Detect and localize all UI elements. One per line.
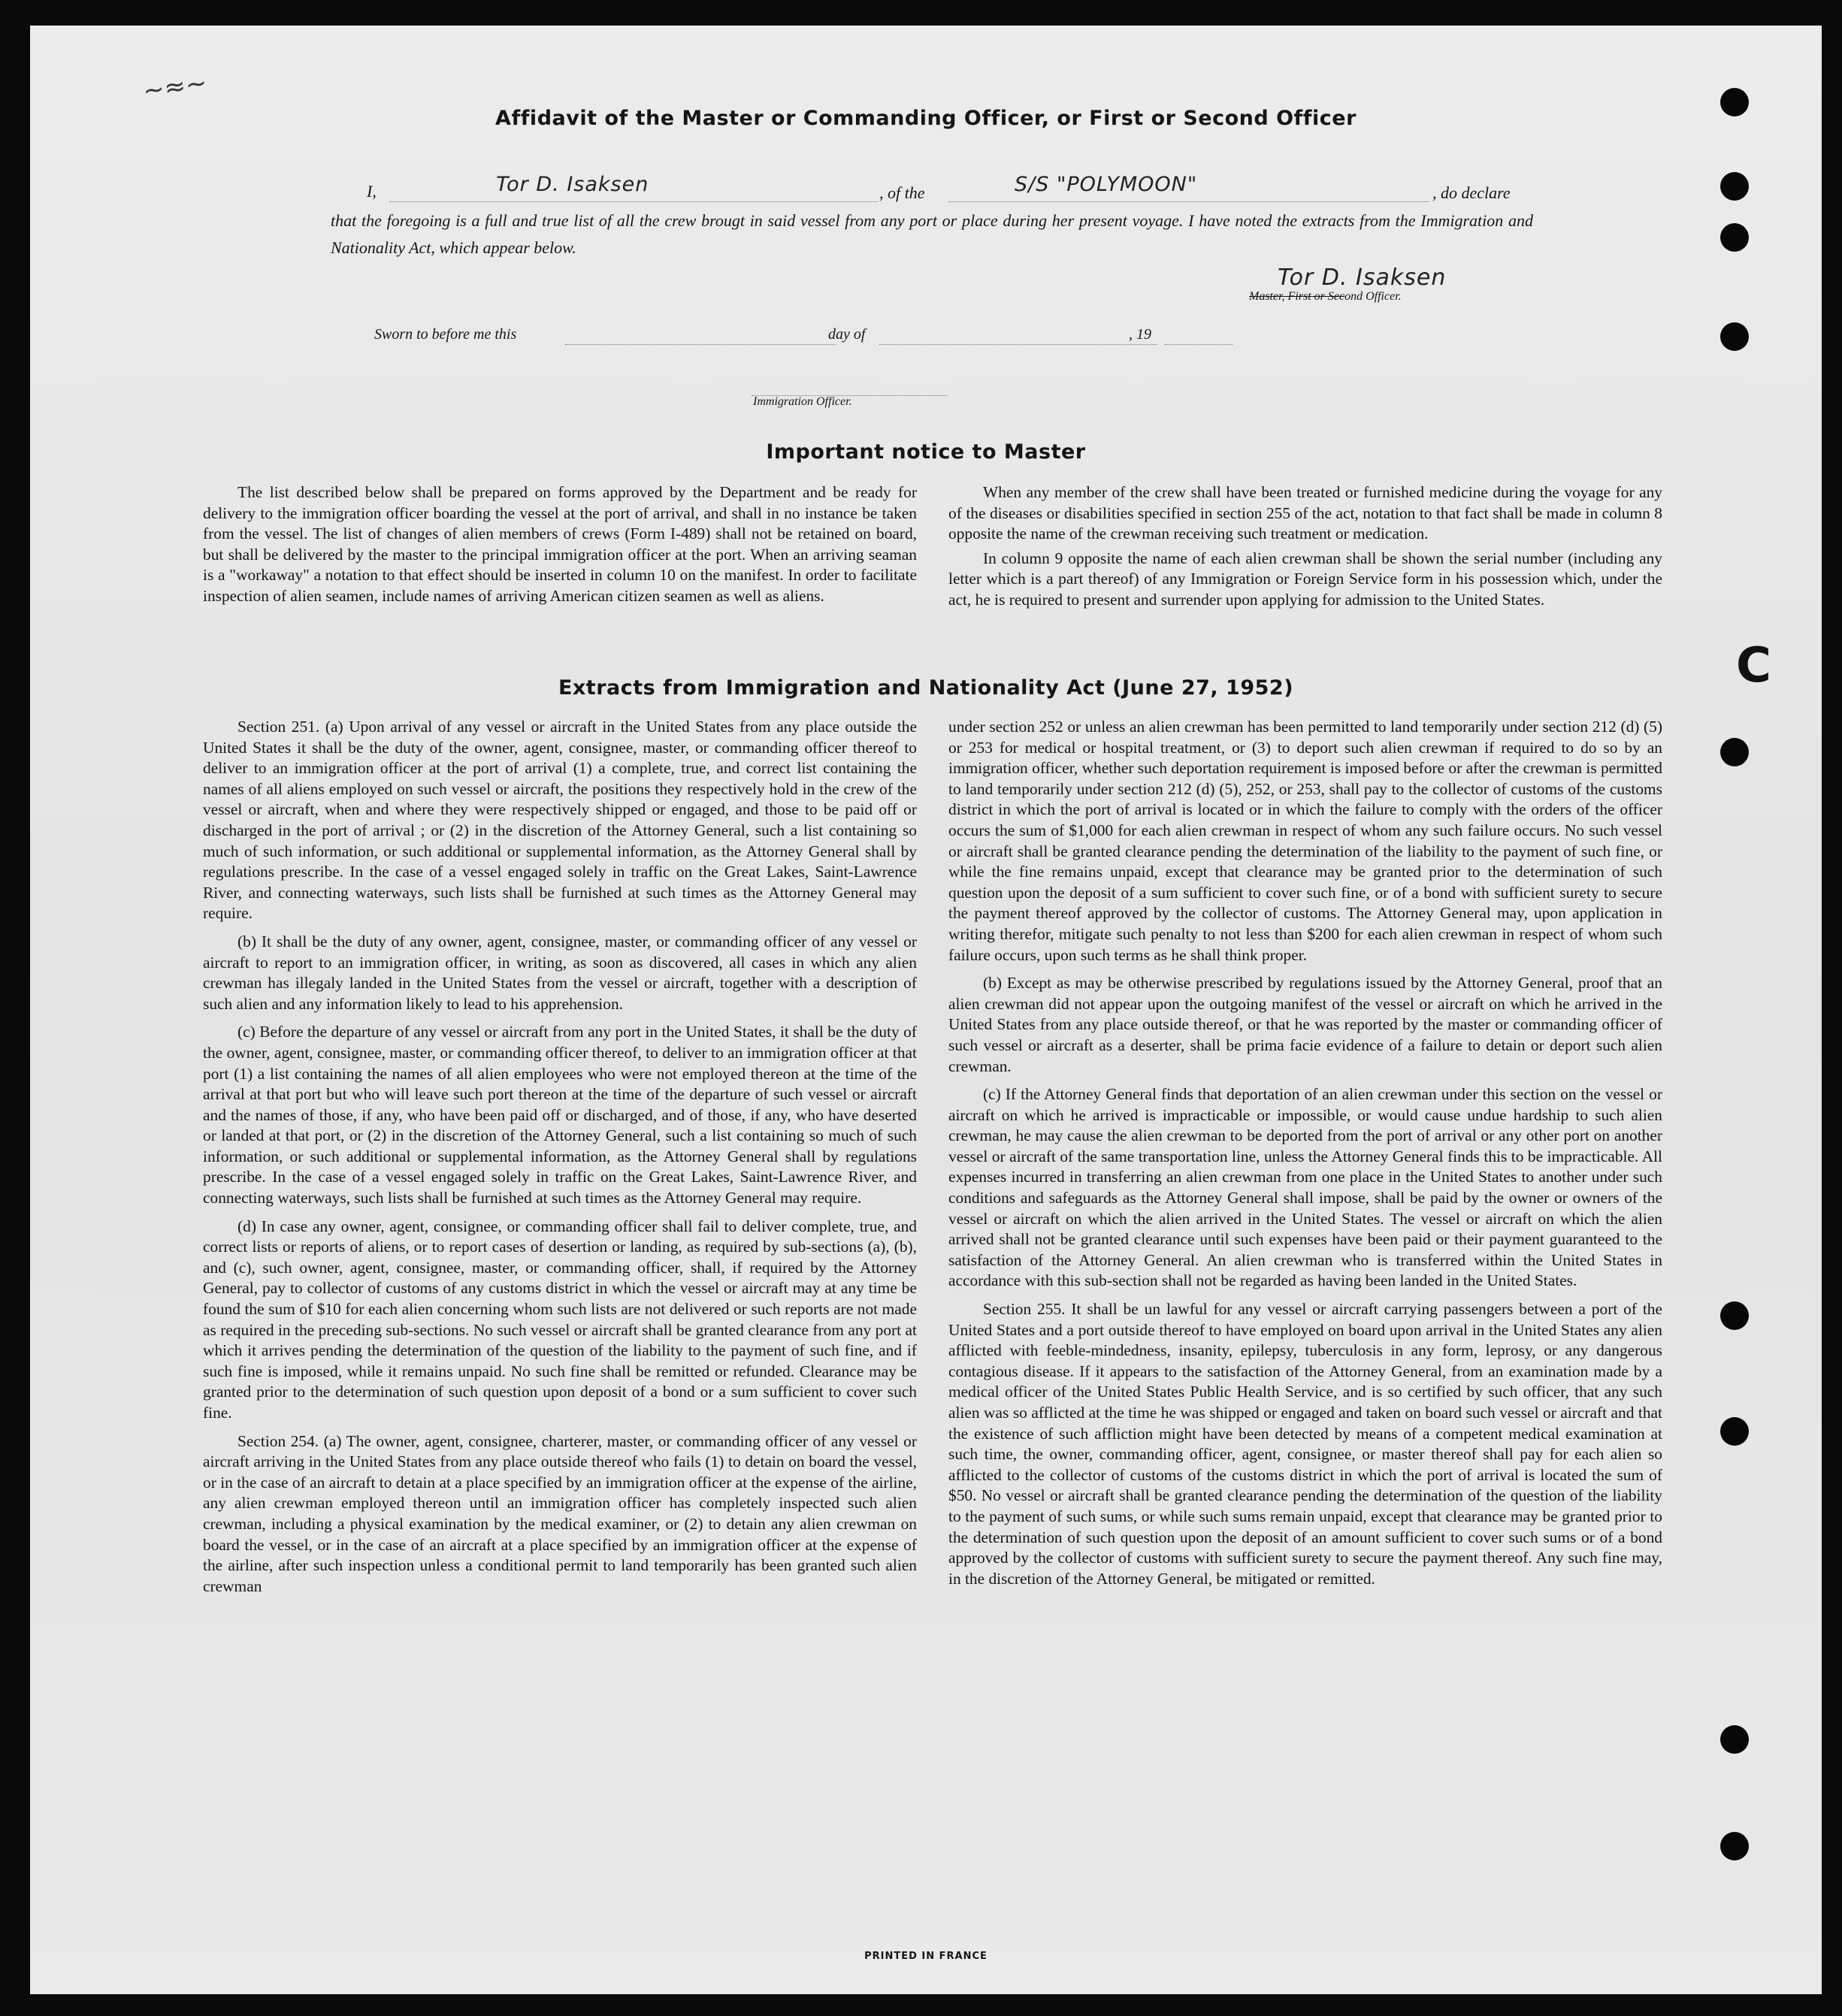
binder-hole [1720, 738, 1749, 766]
year-label: , 19 [1129, 326, 1151, 343]
section-255: Section 255. It shall be un lawful for any vessel or aircraft carrying passengers between a port of the United States and a port outside thereof to have employed on board upon arrival in the United States any alien afflicted with feeble-mindedness, insanity, epilepsy, tuberculosis in any form, leprosy, or any dangerous contagious disease. If it appears to the satisfaction of the Attorney General, from an examination made by a medical officer of the United States Public Health Service, and is so certified by such officer, that any such alien was so afflicted at the time he was shipped or engaged and taken on board such vessel or aircraft and that the existence of such affliction might have been detected by means of a competent medical examination at such time, the owner, commanding officer, agent, consignee, or master thereof shall pay for each alien so afflicted to the collector of customs of the customs district in which the port of arrival is located the sum of $50. No vessel or aircraft shall be granted clearance pending the determination of the question of the liability to the payment of such sums, or while such sums remain unpaid, except that clearance may be granted prior to the determination of such question upon the deposit of an amount sufficient to cover such sums or of a bond approved by the collector of customs with sufficient surety to secure the payment thereof. Any such fine may, in the discretion of the Attorney General, be mitigated or remitted. [948, 1300, 1662, 1588]
sworn-year-line [1165, 344, 1233, 345]
notice-right-paragraph-1: When any member of the crew shall have been treated or furnished medicine during the voyage for any of the diseases or disabilities specified in section 255 of the act, notation to that fact shall be made in column 8 opposite the name of the crewman receiving such treatment or medication. [948, 483, 1662, 543]
section-254-a: Section 254. (a) The owner, agent, consignee, charterer, master, or commanding officer of any vessel or aircraft arriving in the United States from any place outside thereof who fails (1) to detain on board the vessel, or in the case of an aircraft to detain at a place specified by an immigration officer at the expense of the airline, any alien crewman employed thereon until an immigration officer has completely inspected such alien crewman, including a physical examination by the medical examiner, or (2) to detain any alien crewman on board the vessel, or in the case of an aircraft at a place specified by an immigration officer at the expense of the airline, after such inspection unless a conditional permit to land temporarily has been granted such alien crewman [203, 1431, 917, 1595]
section-254-b: (b) Except as may be otherwise prescribed by regulations issued by the Attorney General, proof that an alien crewman did not appear upon the outgoing manifest of the vessel or aircraft on which he arrived in the United States from any place outside thereof, or that he was reported by the master or commanding officer of such vessel or aircraft as a deserter, shall be prima facie evidence of a failure to detain or deport such alien crewman. [948, 974, 1662, 1075]
binder-hole [1720, 223, 1749, 252]
printed-in-france-footer: PRINTED IN FRANCE [864, 1951, 988, 1962]
i-label: I, [367, 182, 377, 201]
extracts-left-column [203, 717, 917, 1604]
notice-left-paragraph: The list described below shall be prepared on forms approved by the Department and be ready for delivery to the immigration officer boarding the vessel at the port of arrival, and shall in no instance be taken from the vessel. The list of changes of alien members of crews (Form I-489) shall not be retained on board, but shall be delivered by the master to the principal immigration officer at the port. When an arriving seaman is a "workaway" a notation to that effect should be inserted in column 10 on the manifest. In order to facilitate inspection of alien seamen, include names of arriving American citizen seamen as well as aliens. [203, 483, 917, 605]
binder-hole [1720, 1301, 1749, 1330]
do-declare-label: , do declare [1432, 183, 1511, 202]
margin-scribble: ~≈~ [141, 68, 209, 107]
section-254-a-continued: under section 252 or unless an alien crewman has been permitted to land temporarily under section 212 (d) (5) or 253 for medical or hospital treatment, or (3) to deport such alien crewman if required to do so by an immigration officer, whether such deportation requirement is imposed before or after the crewman is permitted to land temporarily under section 212 (d) (5), 252, or 253, shall pay to the collector of customs of the customs district in which the port of arrival is located or in which the failure to comply with the orders of the officer occurs the sum of $1,000 for each alien crewman in respect of whom any such failure occurs. No such vessel or aircraft shall be granted clearance pending the determination of the liability to the payment of such fine, or while the fine remains unpaid, except that clearance may be granted prior to the determination of such question upon the deposit of a sum sufficient to cover such fine, or of a bond with sufficient surety to secure the payment thereof approved by the collector of customs. The Attorney General may, upon application in writing therefor, mitigate such penalty to not less than $200 for each alien crewman in respect of whom such failure occurs, upon such terms as he shall think proper. [948, 718, 1662, 964]
document-page [30, 26, 1822, 1994]
section-251-c: (c) Before the departure of any vessel or aircraft from any port in the United States, it shall be the duty of the owner, agent, consignee, master, or commanding officer thereof, to deliver to an immigration officer at that port (1) a list containing the names of all alien employees who were not employed thereon at the time of the arrival at that port but who will leave such port thereon at the time of the departure of such vessel or aircraft and the names of those, if any, who have been paid off or discharged, and of those, if any, who have deserted or landed at that port, or (2) in the discretion of the Attorney General, such a list containing so much of such information, or such additional or supplemental information, as the Attorney General shall by regulations prescribe. In the case of a vessel engaged solely in traffic on the Great Lakes, Saint-Lawrence River, and connecting waterways, such lists shall be furnished at such times as the Attorney General may require. [203, 1023, 917, 1207]
section-254-c: (c) If the Attorney General finds that deportation of an alien crewman under this section on the vessel or aircraft on which he arrived is impracticable or impossible, or would cause undue hardship to such alien crewman, he may cause the alien crewman to be deported from the port of arrival or any other port on another vessel or aircraft of the same transportation line, unless the Attorney General finds this to be impracticable. All expenses incurred in transferring an alien crewman from one place in the United States to another under such conditions and safeguards as the Attorney General shall impose, shall be paid by the owner or owners of the vessel or aircraft on which the alien arrived in the United States. The vessel or aircraft on which the alien arrived shall not be granted clearance until such expenses have been paid or their payment guaranteed to the satisfaction of the Attorney General. An alien crewman who is transferred within the United States in accordance with this sub-section shall not be regarded as having been landed in the United States. [948, 1085, 1662, 1290]
binder-hole [1720, 88, 1749, 116]
sworn-label: Sworn to before me this [374, 326, 517, 343]
binder-hole [1720, 322, 1749, 351]
notice-left-column [203, 482, 917, 611]
section-251-a: Section 251. (a) Upon arrival of any vessel or aircraft in the United States from any place outside the United States it shall be the duty of the owner, agent, consignee, master, or commanding officer thereof to deliver to an immigration officer at the port of arrival (1) a complete, true, and correct list containing the names of all aliens employed on such vessel or aircraft, the positions they respectively hold in the crew of the vessel or aircraft, when and where they were respectively shipped or engaged, and those to be paid off or discharged in the port of arrival ; or (2) in the discretion of the Attorney General, such a list containing so much of such information, or such additional or supplemental information, as the Attorney General shall by regulations prescribe. In the case of a vessel engaged solely in traffic on the Great Lakes, Saint-Lawrence River, and connecting waterways, such lists shall be furnished at such times as the Attorney General may require. [203, 718, 917, 923]
of-the-label: , of the [879, 183, 925, 202]
immigration-officer-label: Immigration Officer. [753, 395, 852, 408]
notice-title: Important notice to Master [766, 440, 1086, 464]
binder-hole [1720, 172, 1749, 201]
declarant-name: Tor D. Isaksen [496, 173, 649, 196]
c-mark: C [1736, 638, 1771, 694]
notice-right-paragraph-2: In column 9 opposite the name of each alien crewman shall be shown the serial number (including any letter which is a part thereof) of any Immigration or Foreign Service form in his possession which, under the act, he is required to present and surrender upon applying for admission to the United States. [948, 549, 1662, 609]
extracts-right-column [948, 717, 1662, 1597]
binder-hole [1720, 1832, 1749, 1860]
name-line [389, 201, 878, 202]
section-251-b: (b) It shall be the duty of any owner, agent, consignee, master, or commanding officer of any vessel or aircraft to report to an immigration officer, in writing, as soon as discovered, all cases in which any alien crewman has illegaly landed in the United States from the vessel or aircraft, together with a description of such alien and any information likely to lead to his apprehension. [203, 932, 917, 1013]
sworn-month-line [879, 344, 1157, 345]
vessel-name: S/S "POLYMOON" [1015, 173, 1198, 196]
binder-hole [1720, 1417, 1749, 1446]
day-of-label: day of [828, 326, 866, 343]
declaration-text: that the foregoing is a full and true list of all the crew brougt in said vessel from any port or place during her present voyage. I have noted the extracts from the Immigration and Nationality Act, which appear below. [331, 211, 1533, 257]
binder-hole [1720, 1725, 1749, 1754]
notice-right-column [948, 482, 1662, 615]
signature: Tor D. Isaksen [1278, 264, 1447, 291]
sworn-day-line [565, 344, 836, 345]
section-251-d: (d) In case any owner, agent, consignee, or commanding officer shall fail to deliver complete, true, and correct lists or reports of aliens, or to report cases of desertion or landing, as required by sub-sections (a), (b), and (c), such owner, agent, consignee, master, or commanding officer, shall, if required by the Attorney General, pay to collector of customs of any customs district in which the vessel or aircraft may at any time be found the sum of $10 for each alien concerning whom such lists are not delivered or such reports are not made as required in the preceding sub-sections. No such vessel or aircraft shall be granted clearance from any port at which it arrives pending the determination of the question of the liability to the payment of such fine, and if such fine is imposed, while it remains unpaid. No such fine shall be remitted or refunded. Clearance may be granted prior to the determination of such question upon deposit of a bond or a sum sufficient to cover such fine. [203, 1217, 917, 1422]
extracts-title: Extracts from Immigration and Nationality Act (June 27, 1952) [558, 676, 1294, 700]
signature-caption-struck: Master, First or Sec [1249, 290, 1345, 303]
affidavit-title: Affidavit of the Master or Commanding Officer, or First or Second Officer [495, 107, 1357, 130]
vessel-line [948, 201, 1429, 202]
signature-caption-rest: ond Officer. [1344, 290, 1402, 303]
signature-caption [1249, 290, 1402, 304]
